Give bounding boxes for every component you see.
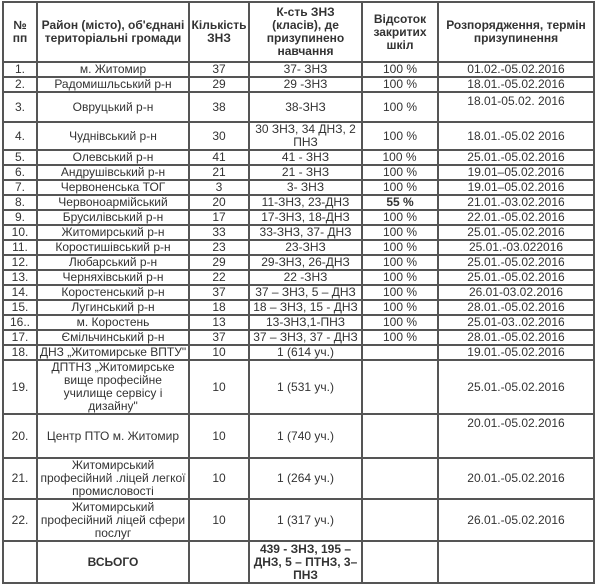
row-suspended: 33-ЗНЗ, 37- ДНЗ [249, 225, 362, 240]
row-period: 25.01.-05.02.2016 [438, 225, 594, 240]
row-district: Житомирський професійний .ліцей легкої промисловості [37, 458, 189, 499]
total-empty [3, 541, 37, 583]
row-percent: 100 % [362, 240, 438, 255]
row-suspended: 1 (614 уч.) [249, 345, 362, 360]
row-period: 26.01-03.02.2016 [438, 285, 594, 300]
row-count: 33 [189, 225, 249, 240]
row-count: 37 [189, 62, 249, 77]
row-suspended: 1 (317 уч.) [249, 499, 362, 541]
row-suspended: 37 – ЗНЗ, 37 - ДНЗ [249, 330, 362, 345]
row-district: Коростенський р-н [37, 285, 189, 300]
row-count: 3 [189, 180, 249, 195]
row-district: Центр ПТО м. Житомир [37, 414, 189, 458]
row-percent: 100 % [362, 150, 438, 165]
row-count: 30 [189, 122, 249, 150]
row-percent: 100 % [362, 210, 438, 225]
row-district: Чуднівський р-н [37, 122, 189, 150]
row-percent: 100 % [362, 62, 438, 77]
row-percent: 55 % [362, 195, 438, 210]
row-number: 18. [3, 345, 37, 360]
row-count: 38 [189, 92, 249, 122]
row-period: 18.01-05.02. 2016 [438, 92, 594, 122]
row-suspended: 13-ЗНЗ,1-ПНЗ [249, 315, 362, 330]
row-percent [362, 414, 438, 458]
row-number: 1. [3, 62, 37, 77]
row-suspended: 21 - ЗНЗ [249, 165, 362, 180]
row-period: 20.01.-05.02.2016 [438, 458, 594, 499]
row-number: 11. [3, 240, 37, 255]
row-percent: 100 % [362, 330, 438, 345]
table-row [3, 180, 594, 195]
row-count: 21 [189, 165, 249, 180]
table-row [3, 62, 594, 77]
row-period: 18.01.-05.02.2016 [438, 77, 594, 92]
row-period: 25.01.-03.022016 [438, 240, 594, 255]
header-percent: Відсоток закритих шкіл [362, 2, 438, 62]
total-percent-empty [362, 541, 438, 583]
row-percent: 100 % [362, 165, 438, 180]
total-row [3, 541, 594, 583]
row-number: 22. [3, 499, 37, 541]
row-percent: 100 % [362, 270, 438, 285]
row-percent [362, 458, 438, 499]
row-district: Ємільчинський р-н [37, 330, 189, 345]
table-row [3, 270, 594, 285]
row-number: 17. [3, 330, 37, 345]
row-district: Житомирський професійний ліцей сфери послуг [37, 499, 189, 541]
row-count: 29 [189, 77, 249, 92]
row-district: Олевський р-н [37, 150, 189, 165]
row-percent: 100 % [362, 300, 438, 315]
total-count-empty [189, 541, 249, 583]
table-row [3, 345, 594, 360]
total-period-empty [438, 541, 594, 583]
table-row [3, 315, 594, 330]
table-row [3, 255, 594, 270]
row-suspended: 30 ЗНЗ, 34 ДНЗ, 2 ПНЗ [249, 122, 362, 150]
row-count: 10 [189, 499, 249, 541]
row-suspended: 38-ЗНЗ [249, 92, 362, 122]
row-suspended: 41 - ЗНЗ [249, 150, 362, 165]
row-district: Радомишльський р-н [37, 77, 189, 92]
row-percent [362, 360, 438, 414]
row-period: 25.01-03..02.2016 [438, 315, 594, 330]
row-count: 41 [189, 150, 249, 165]
row-suspended: 1 (531 уч.) [249, 360, 362, 414]
row-period: 25.01.-05.02.2016 [438, 255, 594, 270]
table-row [3, 285, 594, 300]
row-suspended: 3- ЗНЗ [249, 180, 362, 195]
row-period: 28.01.-05.02.2016 [438, 300, 594, 315]
row-suspended: 23-ЗНЗ [249, 240, 362, 255]
table-row [3, 92, 594, 122]
row-number: 9. [3, 210, 37, 225]
row-period: 22.01.-05.02.2016 [438, 210, 594, 225]
row-number: 12. [3, 255, 37, 270]
table-row [3, 165, 594, 180]
row-number: 6. [3, 165, 37, 180]
row-percent: 100 % [362, 180, 438, 195]
row-percent: 100 % [362, 225, 438, 240]
row-district: ДПТНЗ „Житомирське вище професійне училище сервісу і дизайну" [37, 360, 189, 414]
row-suspended: 29 -ЗНЗ [249, 77, 362, 92]
row-count: 37 [189, 330, 249, 345]
row-period: 19.01–05.02.2016 [438, 165, 594, 180]
row-number: 2. [3, 77, 37, 92]
row-number: 21. [3, 458, 37, 499]
row-number: 3. [3, 92, 37, 122]
table-row [3, 150, 594, 165]
row-count: 37 [189, 285, 249, 300]
row-number: 13. [3, 270, 37, 285]
row-period: 25.01.-05.02.2016 [438, 270, 594, 285]
row-count: 10 [189, 414, 249, 458]
table-row [3, 210, 594, 225]
header-district: Район (місто), об'єднані територіальні громади [37, 2, 189, 62]
total-label: ВСЬОГО [37, 541, 189, 583]
table-row [3, 499, 594, 541]
row-percent: 100 % [362, 255, 438, 270]
row-district: Любарський р-н [37, 255, 189, 270]
row-number: 8. [3, 195, 37, 210]
table-row [3, 240, 594, 255]
table-row [3, 458, 594, 499]
row-suspended: 18 – ЗНЗ, 15 - ДНЗ [249, 300, 362, 315]
row-count: 13 [189, 315, 249, 330]
row-percent: 100 % [362, 315, 438, 330]
header-row [3, 2, 594, 62]
row-number: 4. [3, 122, 37, 150]
row-count: 20 [189, 195, 249, 210]
header-period: Розпорядження, термін призупинення [438, 2, 594, 62]
row-number: 19. [3, 360, 37, 414]
row-suspended: 17-ЗНЗ, 18-ДНЗ [249, 210, 362, 225]
row-district: Житомирський р-н [37, 225, 189, 240]
row-percent: 100 % [362, 77, 438, 92]
row-district: Овруцький р-н [37, 92, 189, 122]
row-period: 19.01–05.02.2016 [438, 180, 594, 195]
row-period: 26.01.-05.02.2016 [438, 499, 594, 541]
row-count: 23 [189, 240, 249, 255]
row-number: 14. [3, 285, 37, 300]
row-count: 22 [189, 270, 249, 285]
total-suspended: 439 - ЗНЗ, 195 – ДНЗ, 5 – ПТНЗ, 3– ПНЗ [249, 541, 362, 583]
row-period: 21.01.-03.02.2016 [438, 195, 594, 210]
row-percent: 100 % [362, 122, 438, 150]
row-district: Коростишівський р-н [37, 240, 189, 255]
row-number: 7. [3, 180, 37, 195]
row-district: м. Житомир [37, 62, 189, 77]
row-number: 20. [3, 414, 37, 458]
row-suspended: 29-ЗНЗ, 26-ДНЗ [249, 255, 362, 270]
row-count: 10 [189, 360, 249, 414]
table-row [3, 330, 594, 345]
row-district: Червоноармійський [37, 195, 189, 210]
row-district: Черняхівський р-н [37, 270, 189, 285]
header-suspended: К-сть ЗНЗ (класів), де призупинено навчання [249, 2, 362, 62]
row-number: 16.. [3, 315, 37, 330]
table-row [3, 414, 594, 458]
row-period: 25.01.-05.02.2016 [438, 150, 594, 165]
row-period: 20.01.-05.02.2016 [438, 414, 594, 458]
row-suspended: 37 – ЗНЗ, 5 – ДНЗ [249, 285, 362, 300]
row-count: 18 [189, 300, 249, 315]
table-row [3, 360, 594, 414]
table-row [3, 77, 594, 92]
header-number: № пп [3, 2, 37, 62]
row-district: Брусилівський р-н [37, 210, 189, 225]
row-suspended: 37- ЗНЗ [249, 62, 362, 77]
row-period: 01.02.-05.02.2016 [438, 62, 594, 77]
row-district: м. Коростень [37, 315, 189, 330]
table-row [3, 122, 594, 150]
row-percent [362, 345, 438, 360]
row-period: 18.01.-05.02 2016 [438, 122, 594, 150]
row-district: Лугинський р-н [37, 300, 189, 315]
row-count: 10 [189, 345, 249, 360]
row-number: 5. [3, 150, 37, 165]
row-suspended: 1 (264 уч.) [249, 458, 362, 499]
row-suspended: 1 (740 уч.) [249, 414, 362, 458]
row-percent: 100 % [362, 92, 438, 122]
row-district: Андрушівський р-н [37, 165, 189, 180]
row-period: 28.01.-05.02.2016 [438, 330, 594, 345]
table-row [3, 300, 594, 315]
row-district: Червоненська ТОГ [37, 180, 189, 195]
row-percent [362, 499, 438, 541]
header-count: Кількість ЗНЗ [189, 2, 249, 62]
row-period: 25.01.-05.02.2016 [438, 360, 594, 414]
row-number: 15. [3, 300, 37, 315]
row-percent: 100 % [362, 285, 438, 300]
row-number: 10. [3, 225, 37, 240]
row-count: 10 [189, 458, 249, 499]
row-count: 17 [189, 210, 249, 225]
row-suspended: 11-ЗНЗ, 23-ДНЗ [249, 195, 362, 210]
row-suspended: 22 -ЗНЗ [249, 270, 362, 285]
table-row [3, 195, 594, 210]
row-district: ДНЗ „Житомирське ВПТУ" [37, 345, 189, 360]
schools-suspension-table [2, 1, 595, 584]
row-count: 29 [189, 255, 249, 270]
table-row [3, 225, 594, 240]
row-period: 19.01.-05.02.2016 [438, 345, 594, 360]
